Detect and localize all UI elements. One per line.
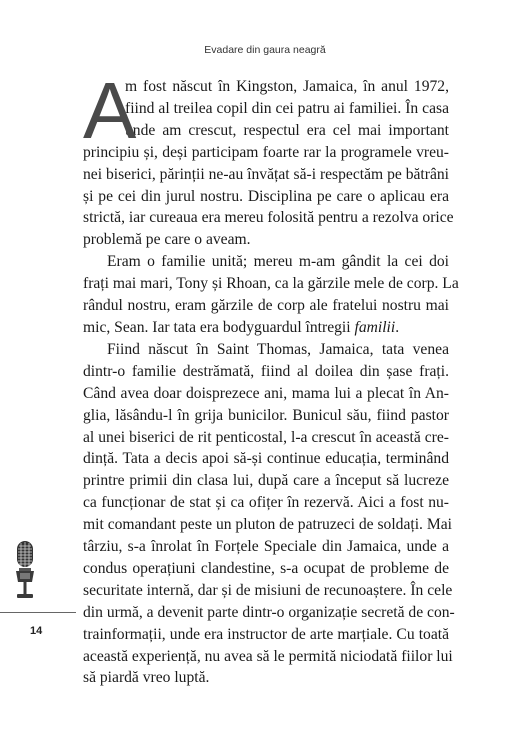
- page-number: 14: [30, 625, 43, 637]
- text-line: dință. Tata a decis apoi să-și continue educația, terminând: [83, 450, 449, 468]
- text-line: ca funcționar de stat și ca ofițer în rezervă. Aici a fost nu-: [83, 494, 449, 512]
- text-line: m fost născut în Kingston, Jamaica, în anul 1972,: [125, 78, 449, 95]
- microphone-icon: [8, 540, 42, 600]
- text-line: unde am crescut, respectul era cel mai important: [125, 121, 449, 139]
- text-line: rândul nostru, eram gărzile de corp ale fratelui nostru mai: [83, 297, 449, 315]
- paragraph-1: [83, 76, 454, 251]
- text-line: principiu și, deși participam foarte rar la programele vreu-: [83, 143, 449, 161]
- text-line: al unei biserici de rit penticostal, l-a crescut în această cre-: [83, 428, 449, 446]
- paragraph-2: [83, 251, 459, 339]
- text-line: printre primii din clasa lui, după care a început să lucreze: [83, 472, 449, 490]
- text-line: din urmă, a devenit parte dintr-o organizație secretă de con-: [83, 603, 455, 621]
- running-head: Evadare din gaura neagră: [204, 44, 326, 56]
- paragraph-3: [83, 339, 455, 690]
- text-line: Când avea doar doisprezece ani, mama lui a plecat în An-: [83, 384, 449, 402]
- text-line: [83, 317, 449, 339]
- text-line: dintr-o familie destrămată, fiind al doilea din șase frați.: [83, 362, 449, 380]
- text-line: Fiind născut în Saint Thomas, Jamaica, tata venea: [107, 340, 449, 358]
- body-text: [83, 66, 459, 689]
- italic-word: familii: [354, 318, 396, 336]
- text-line: târziu, s-a înrolat în Forțele Speciale din Jamaica, unde a: [83, 538, 449, 556]
- text-line: trainformații, unde era instructor de arte marțiale. Cu toată: [83, 625, 449, 643]
- text-line: securitate internă, dar și de misiuni de recunoaștere. În cele: [83, 581, 453, 599]
- text-line: și pe cei din jurul nostru. Disciplina pe care o aplicau era: [83, 187, 449, 205]
- text-run: mic, Sean. Iar tata era bodyguardul întregii: [83, 318, 355, 336]
- text-line: problemă pe care o aveam.: [83, 231, 251, 249]
- text-line: nei biserici, părinții ne-au învățat să-i respectăm pe bătrâni: [83, 165, 449, 183]
- text-line: frați mai mari, Tony și Rhoan, ca la gărzile mele de corp. La: [83, 275, 459, 293]
- text-line: glia, lăsându-l în grija bunicilor. Bunicul său, fiind pastor: [83, 406, 449, 424]
- text-line: strictă, iar cureaua era mereu folosită pentru a rezolva orice: [83, 209, 454, 227]
- text-line: această experiență, nu avea să le permită niciodată fiilor lui: [83, 647, 453, 665]
- text-line: fiind al treilea copil din cei patru ai familiei. În casa: [125, 99, 449, 117]
- text-line: să piardă vreo luptă.: [83, 669, 210, 687]
- page-number-rule: [0, 612, 76, 613]
- text-line: Eram o familie unită; mereu m-am gândit la cei doi: [107, 253, 449, 271]
- drop-cap: A: [83, 66, 137, 155]
- text-run: .: [395, 318, 400, 336]
- text-line: condus operațiuni clandestine, s-a ocupat de probleme de: [83, 559, 449, 577]
- text-line: mit comandant peste un pluton de patruzeci de soldați. Mai: [83, 516, 452, 534]
